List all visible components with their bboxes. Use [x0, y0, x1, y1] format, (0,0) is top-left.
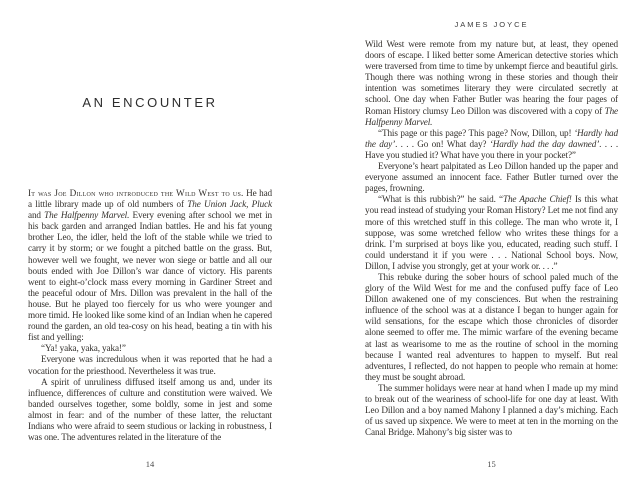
text-run: The Halfpenny Marvel.: [365, 105, 618, 127]
page-right: [365, 0, 618, 487]
paragraph: [365, 161, 618, 194]
text-run: Everyone’s heart palpitated as Leo Dillon handed up the paper and everyone assumed an innocent face. Father Butler turned over the pages, frowning.: [365, 161, 618, 194]
paragraph: [365, 128, 618, 161]
chapter-title: AN ENCOUNTER: [82, 95, 218, 110]
text-run: The Union Jack,: [187, 199, 249, 210]
text-run: . . . . Go on! What day?: [395, 138, 490, 149]
page-left: [28, 0, 272, 487]
page-number-left: 14: [145, 459, 155, 469]
text-run: Everyone was incredulous when it was reported that he had a vocation for the priesthood. Nevertheless it was true.: [28, 354, 272, 376]
text-run: “This page or this page? This page? Now, Dillon, up!: [378, 127, 575, 138]
paragraph: [365, 194, 618, 272]
page-number-right: 15: [487, 459, 496, 469]
paragraph: [28, 377, 272, 444]
text-run: This rebuke during the sober hours of school paled much of the glory of the Wild West for me and the confused puffy face of Leo Dillon awakened one of my consciences. But when the restraining influence of the school was at a distance I began to hunger again for wild sensations, for the escape which those chronicles of disorder alone seemed to offer me. The mimic warfare of the evening became at last as wearisome to me as the routine of school in the morning because I wanted real adventures to happen to myself. But real adventures, I reflected, do not happen to people who remain at home: they must be sought abroad.: [365, 271, 618, 382]
paragraph: [28, 188, 272, 343]
running-header: JAMES JOYCE: [454, 20, 529, 29]
text-run: Pluck: [251, 199, 272, 210]
paragraph: [28, 354, 272, 376]
text-run: Wild West were remote from my nature but, at least, they opened doors of escape. I liked better some American detective stories which were traversed from time to time by unkempt fierce and beautiful girls. Though there was nothing wrong in these stories and though their intention was sometimes literary they were circulated secretly at school. One day when Father Butler was hearing the four pages of Roman History clumsy Leo Dillon was discovered with a copy of: [365, 39, 618, 116]
text-run: The Halfpenny Marvel.: [44, 210, 130, 221]
text-run: Is this what you read instead of studying your Roman History? Let me not find any more of this wretched stuff in this college. The man who wrote it, I suppose, was some wretched fellow who writes these things for a drink. I’m surprised at boys like you, educated, reading such stuff. I could understand it if you were . . . National School boys. Now, Dillon, I advise you strongly, get at your work or. . . .”: [365, 194, 618, 271]
paragraph: [365, 383, 618, 438]
paragraph: [28, 343, 272, 354]
text-run: “What is this rubbish?” he said. “: [378, 194, 503, 205]
text-run: and: [28, 210, 45, 221]
page-right-body: [365, 39, 618, 438]
text-run: Every evening after school we met in his back garden and arranged Indian battles. He and his fat young brother Leo, the idler, held the loft of the stable while we tried to carry it by storm; or we fought a pitched battle on the grass. But, however well we fought, we never won siege or battle and all our bouts ended with Joe Dillon’s war dance of victory. His parents went to eight-o’clock mass every morning in Gardiner Street and the peaceful odour of Mrs. Dillon was prevalent in the hall of the house. But he played too fiercely for us who were younger and more timid. He looked like some kind of an Indian when he capered round the garden, an old tea-cosy on his head, beating a tin with his fist and yelling:: [28, 210, 272, 343]
text-run: The Apache Chief!: [502, 194, 572, 205]
text-run: A spirit of unruliness diffused itself among us and, under its influence, differences of culture and constitution were waived. We banded ourselves together, some boldly, some in jest and some almost in fear: and of the number of these latter, the reluctant Indians who were afraid to seem studious or lacking in robustness, I was one. The adventures related in the literature of the: [28, 376, 272, 443]
text-run: The summer holidays were near at hand when I made up my mind to break out of the weariness of school-life for one day at least. With Leo Dillon and a boy named Mahony I planned a day’s miching. Each of us saved up sixpence. We were to meet at ten in the morning on the Canal Bridge. Mahony’s big sister was to: [365, 382, 618, 438]
text-run: . . . . Have you studied it? What have you there in your pocket?”: [365, 138, 618, 160]
text-run: “Ya! yaka, yaka, yaka!”: [41, 343, 126, 354]
text-run: It was Joe Dillon who introduced the Wild West to us.: [28, 188, 244, 198]
page-left-body: [28, 188, 272, 443]
text-run: He had a little library made up of old numbers of: [28, 188, 272, 210]
paragraph: [365, 272, 618, 383]
paragraph: [365, 39, 618, 128]
text-run: ‘Hardly had the day dawned’: [489, 138, 600, 149]
text-run: ‘Hardly had the day’: [365, 127, 619, 149]
